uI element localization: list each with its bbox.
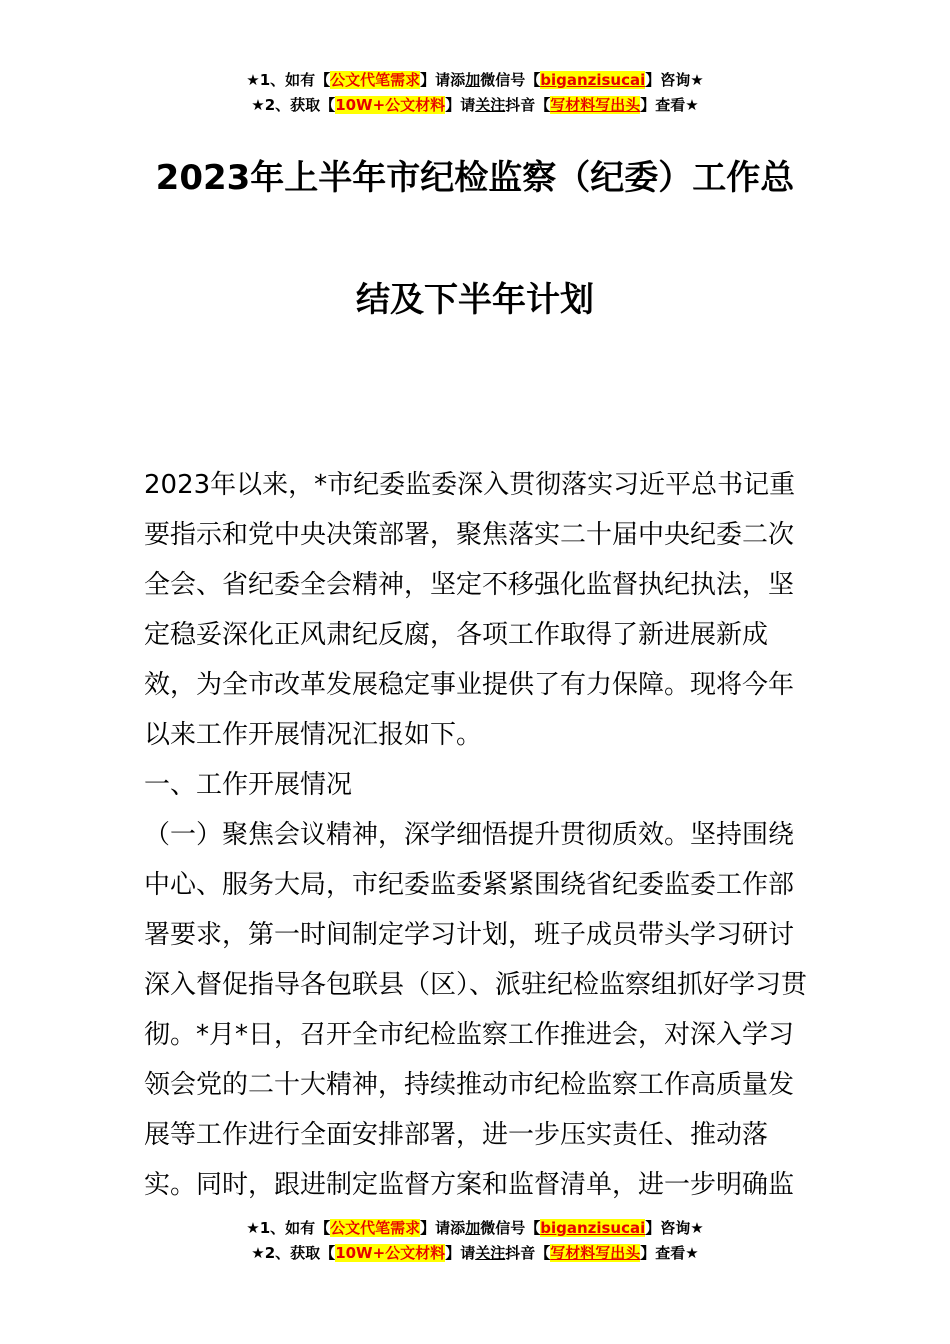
promo-highlight: 10W+公文材料 — [335, 1244, 446, 1262]
document-title-line-1: 2023年上半年市纪检监察（纪委）工作总 — [155, 158, 795, 198]
promo-wechat-id: biganzisucai — [540, 1219, 646, 1237]
promo-highlight: 10W+公文材料 — [335, 96, 446, 114]
intro-text: 2023年以来，*市纪委监委深入贯彻落实习近平总书记重要指示和党中央决策部署，聚焦落实二十届中央纪委二次全会、省纪委全会精神，坚定不移强化监督执纪执法，坚定稳妥深化正风肃纪反腐，各项工作取得了新进展新成效，为全市改革发展稳定事业提供了有力保障。现将今年以来工作开展情况汇报如下。 — [144, 470, 796, 750]
promo-text: ★2、获取【 — [251, 96, 336, 114]
section-1-paragraph — [144, 810, 810, 1210]
section-heading-1 — [144, 760, 810, 810]
promo-text: 微信号【 — [480, 71, 541, 89]
promo-douyin-id: 写材料写出头 — [550, 96, 641, 114]
promo-text: 抖音【 — [505, 96, 551, 114]
promo-underline: 加 — [465, 1219, 481, 1237]
promo-underline: 关注 — [475, 1244, 506, 1262]
promo-text: 】咨询★ — [645, 1219, 704, 1237]
promo-text: 】请添 — [420, 71, 466, 89]
promo-line-2 — [0, 93, 950, 118]
promo-text: ★1、如有【 — [246, 1219, 331, 1237]
promo-line-1 — [0, 68, 950, 93]
promo-text: 微信号【 — [480, 1219, 541, 1237]
promo-banner-top — [0, 68, 950, 118]
promo-line-2 — [0, 1241, 950, 1266]
intro-paragraph — [144, 460, 810, 760]
promo-underline: 加 — [465, 71, 481, 89]
document-title-line-2: 结及下半年计划 — [356, 280, 594, 320]
promo-text: ★2、获取【 — [251, 1244, 336, 1262]
promo-highlight: 公文代笔需求 — [330, 1219, 421, 1237]
promo-wechat-id: biganzisucai — [540, 71, 646, 89]
promo-text: ★1、如有【 — [246, 71, 331, 89]
promo-text: 抖音【 — [505, 1244, 551, 1262]
promo-text: 】查看★ — [640, 1244, 699, 1262]
promo-banner-bottom — [0, 1216, 950, 1266]
promo-text: 】咨询★ — [645, 71, 704, 89]
promo-douyin-id: 写材料写出头 — [550, 1244, 641, 1262]
promo-text: 】请添 — [420, 1219, 466, 1237]
promo-text: 】请 — [445, 1244, 476, 1262]
promo-underline: 关注 — [475, 96, 506, 114]
promo-text: 】查看★ — [640, 96, 699, 114]
promo-highlight: 公文代笔需求 — [330, 71, 421, 89]
promo-text: 】请 — [445, 96, 476, 114]
heading-text: 一、工作开展情况 — [144, 770, 353, 800]
promo-line-1 — [0, 1216, 950, 1241]
section-1-text: （一）聚焦会议精神，深学细悟提升贯彻质效。坚持围绕中心、服务大局，市纪委监委紧紧围绕省纪委监委工作部署要求，第一时间制定学习计划，班子成员带头学习研讨深入督促指导各包联县（区）、派驻纪检监察组抓好学习贯彻。*月*日，召开全市纪检监察工作推进会，对深入学习领会党的二十大精神，持续推动市纪检监察工作高质量发展等工作进行全面安排部署，进一步压实责任、推动落实。同时，跟进制定监督方案和监督清单，进一步明确监 — [144, 820, 808, 1200]
